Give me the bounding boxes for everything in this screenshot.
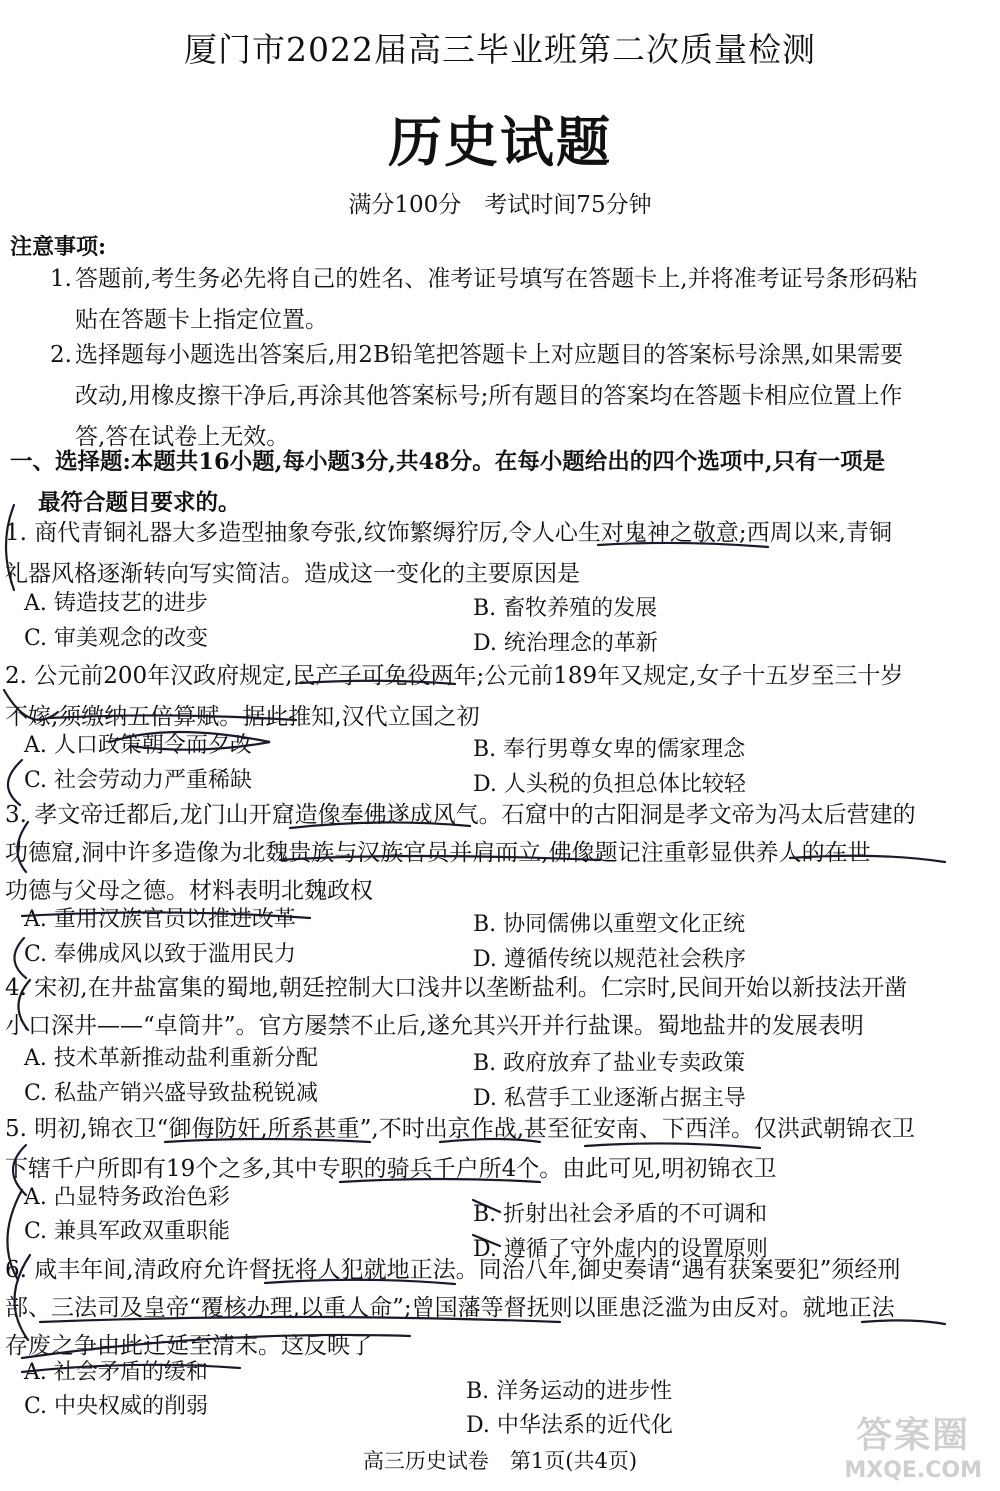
watermark [844, 1407, 982, 1483]
option-d: D. 遵循了守外虚内的设置原则 [473, 1237, 768, 1262]
option-b: B. 协同儒佛以重塑文化正统 [473, 912, 746, 937]
option-c: C. 社会劳动力严重稀缺 [24, 768, 253, 793]
option-d: D. 中华法系的近代化 [466, 1413, 673, 1438]
question-text: 部、三法司及皇帝“覆核办理,以重人命”;曾国藩等督抚则以匪患泛滥为由反对。就地正法 [5, 1295, 895, 1321]
left-bracket-mark [8, 760, 22, 805]
watermark-domain: MXQE.COM [844, 1458, 982, 1483]
option-b: B. 洋务运动的进步性 [466, 1379, 673, 1404]
option-a: A. 技术革新推动盐利重新分配 [24, 1046, 318, 1071]
strike-mark [22, 1335, 410, 1358]
question-text: 4. 宋初,在井盐富集的蜀地,朝廷控制大口浅井以垄断盐利。仁宗时,民间开始以新技法开凿 [5, 975, 908, 1001]
question-text: 礼器风格逐渐转向写实简洁。造成这一变化的主要原因是 [5, 561, 580, 587]
note-text: 贴在答题卡上指定位置。 [75, 307, 328, 333]
underline-mark [280, 856, 600, 860]
underline-mark [265, 1280, 455, 1284]
question-text: 功德与父母之德。材料表明北魏政权 [5, 878, 373, 904]
left-bracket-mark [6, 505, 14, 590]
option-d: D. 私营手工业逐渐占据主导 [473, 1086, 746, 1111]
option-c: C. 私盐产销兴盛导致盐税锐减 [24, 1081, 319, 1106]
question-text: 1. 商代青铜礼器大多造型抽象夸张,纹饰繁缛狞厉,令人心生对鬼神之敬意;西周以来,青铜 [5, 520, 892, 546]
option-a: A. 人口政策朝令而夕改 [24, 733, 252, 758]
underline-mark [40, 1317, 560, 1322]
note-text: 答,答在试卷上无效。 [75, 424, 290, 450]
option-b: B. 奉行男尊女卑的儒家理念 [473, 737, 746, 762]
page-footer: 高三历史试卷 第1页(共4页) [362, 1449, 638, 1473]
watermark-badge: 答案圈 [856, 1414, 971, 1456]
option-d: D. 人头税的负担总体比较轻 [473, 772, 746, 797]
question-text: 存废之争由此迁延至清末。这反映了 [5, 1333, 373, 1359]
underline-mark [48, 715, 296, 720]
underline-mark [862, 1320, 945, 1324]
option-a: A. 凸显特务政治色彩 [24, 1185, 230, 1210]
underline-mark [585, 1143, 760, 1148]
question-text: 小口深井——“卓筒井”。官方屡禁不止后,遂允其兴开并行盐课。蜀地盐井的发展表明 [5, 1013, 864, 1039]
section-text: 最符合题目要求的。 [38, 490, 241, 516]
option-a: A. 铸造技艺的进步 [24, 591, 208, 616]
score-info: 满分100分 考试时间75分钟 [348, 192, 652, 218]
scribble-mark [110, 732, 270, 750]
exam-title: 厦门市2022届高三毕业班第二次质量检测 [184, 30, 816, 69]
question-text: 不嫁,须缴纳五倍算赋。据此推知,汉代立国之初 [5, 704, 480, 730]
left-bracket-mark [18, 980, 30, 1030]
underline-mark [598, 543, 768, 547]
option-a: A. 重用汉族官员以推进改革 [24, 907, 296, 932]
note-text: 选择题每小题选出答案后,用2B铅笔把答题卡上对应题目的答案标号涂黑,如果需要 [75, 342, 904, 368]
strike-mark [22, 912, 310, 918]
option-c: C. 兼具军政双重职能 [24, 1219, 231, 1244]
note-number: 2. [50, 342, 72, 368]
option-c: C. 中央权威的削弱 [24, 1394, 209, 1419]
note-text: 改动,用橡皮擦干净后,再涂其他答案标号;所有题目的答案均在答题卡相应位置上作 [75, 383, 903, 409]
underline-mark [340, 1179, 540, 1182]
strike-mark [473, 1200, 500, 1212]
question-text: 功德窟,洞中许多造像为北魏贵族与汉族官员并肩而立,佛像题记注重彰显供养人的在世 [5, 840, 871, 866]
option-a: A. 社会矛盾的缓和 [24, 1360, 208, 1385]
question-text: 下辖千户所即有19个之多,其中专职的骑兵千户所4个。由此可见,明初锦衣卫 [5, 1156, 777, 1182]
left-bracket-mark [7, 1190, 22, 1280]
option-b: B. 政府放弃了盐业专卖政策 [473, 1051, 746, 1076]
underline-mark [290, 822, 470, 828]
left-bracket-mark [17, 822, 28, 872]
section-text: 一、选择题:本题共16小题,每小题3分,共48分。在每小题给出的四个选项中,只有一项是 [10, 449, 886, 475]
note-number: 1. [50, 266, 72, 292]
question-text: 6. 咸丰年间,清政府允许督抚将人犯就地正法。同治八年,御史奏请“遇有获案要犯”须经刑 [5, 1257, 901, 1283]
underline-mark [790, 856, 945, 862]
question-text: 3. 孝文帝迁都后,龙门山开窟造像奉佛遂成风气。石窟中的古阳洞是孝文帝为冯太后营建的 [5, 802, 916, 828]
option-b: B. 畜牧养殖的发展 [473, 596, 658, 621]
option-b: B. 折射出社会矛盾的不可调和 [473, 1202, 768, 1227]
option-d: D. 统治理念的革新 [473, 631, 658, 656]
note-text: 答题前,考生务必先将自己的姓名、准考证号填写在答题卡上,并将准考证号条形码粘 [75, 266, 918, 292]
underline-mark [300, 681, 455, 684]
strike-mark [473, 1235, 500, 1246]
notes-heading: 注意事项: [10, 234, 107, 260]
question-text: 2. 公元前200年汉政府规定,民产子可免役两年;公元前189年又规定,女子十五岁至三十岁 [5, 663, 904, 689]
scribble-mark [4, 690, 58, 720]
subject-title: 历史试题 [388, 110, 612, 174]
question-text: 5. 明初,锦衣卫“御侮防奸,所系甚重”,不时出京作战,甚至征安南、下西洋。仅洪武朝锦衣卫 [5, 1116, 916, 1142]
option-c: C. 奉佛成风以致于滥用民力 [24, 942, 297, 967]
option-c: C. 审美观念的改变 [24, 626, 209, 651]
option-d: D. 遵循传统以规范社会秩序 [473, 947, 746, 972]
left-bracket-mark [14, 1255, 30, 1340]
left-bracket-mark [14, 938, 26, 978]
underline-mark [165, 1139, 370, 1142]
strike-mark [22, 1365, 240, 1372]
left-bracket-mark [13, 1145, 26, 1195]
underline-mark [440, 1139, 540, 1142]
